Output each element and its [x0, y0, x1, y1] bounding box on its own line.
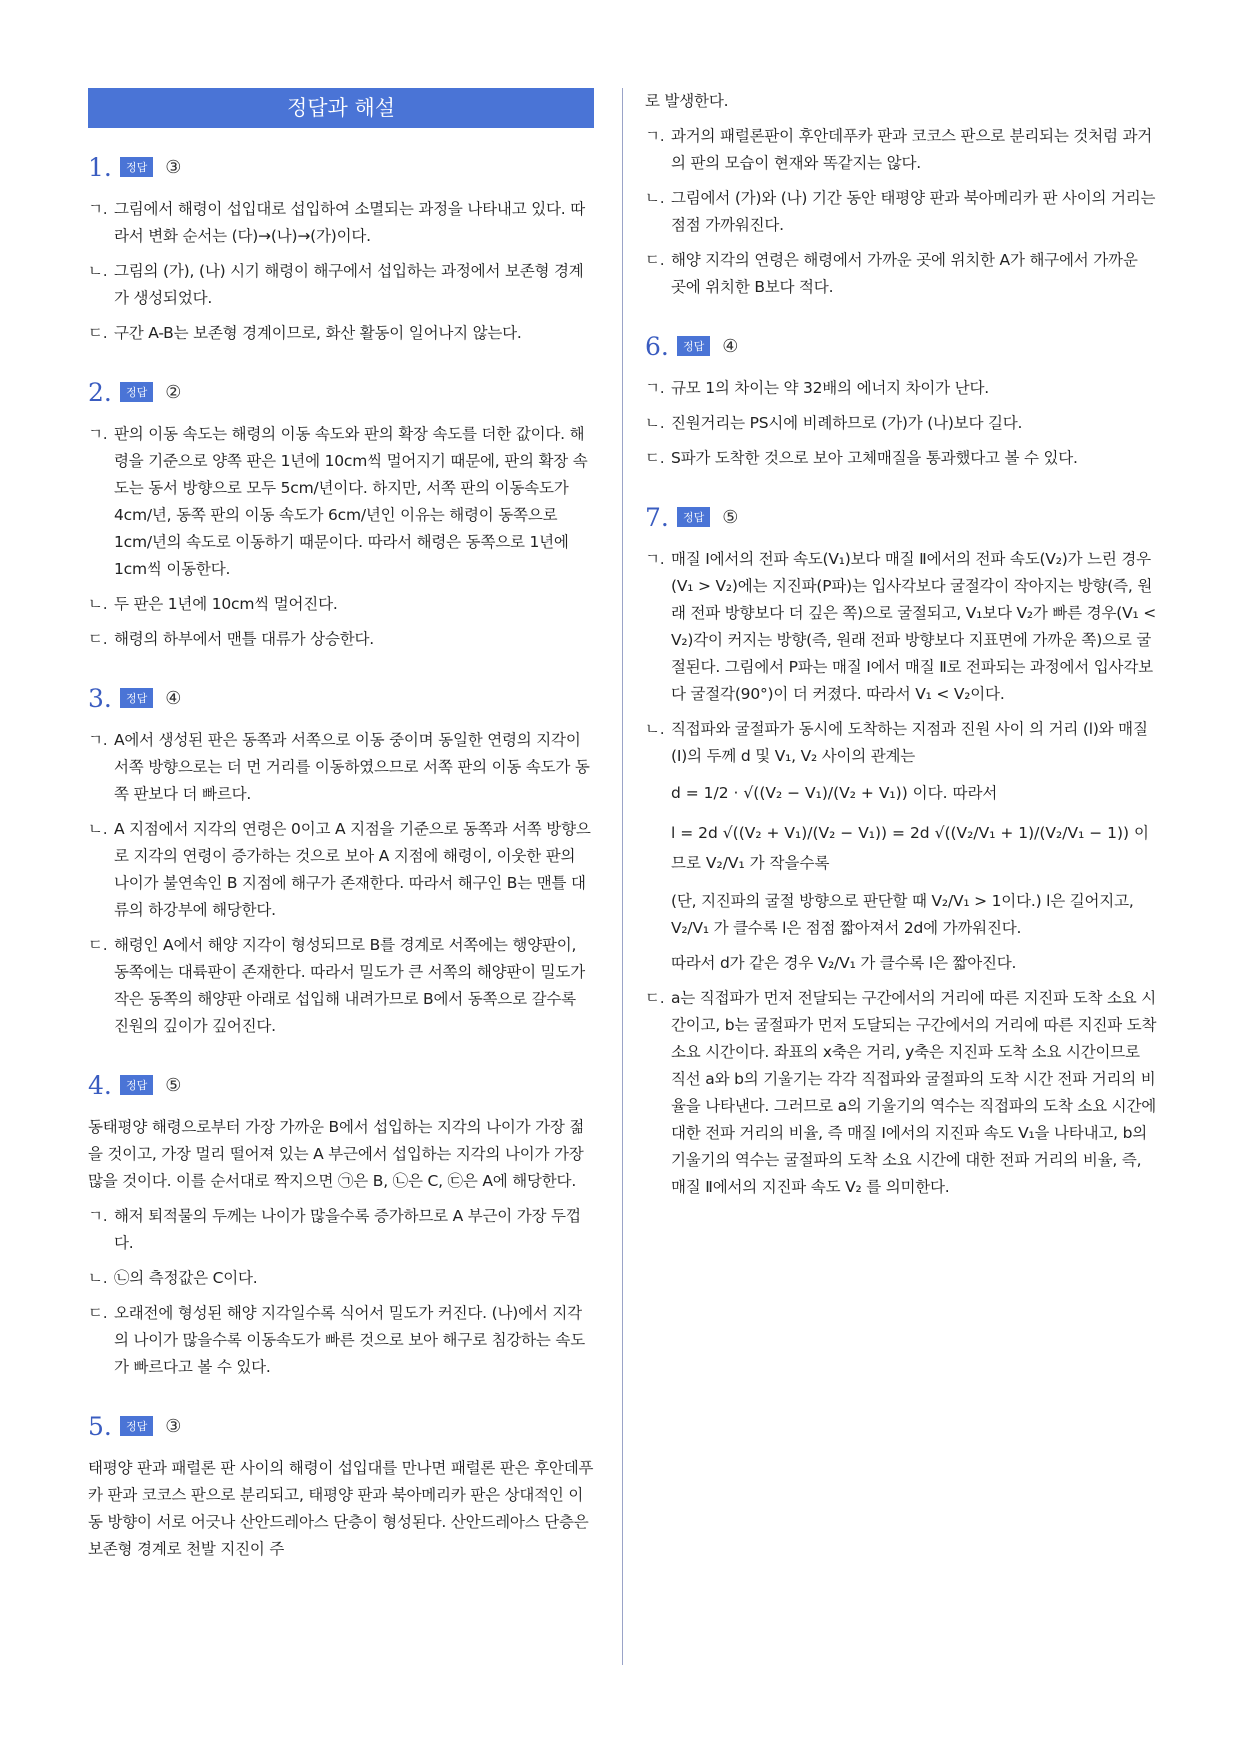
paragraph: 로 발생한다.: [645, 92, 729, 110]
item-marker: ㄱ.: [645, 127, 665, 145]
explanation-item: [645, 716, 1157, 770]
item-marker: ㄷ.: [645, 989, 665, 1007]
item-text: 진원거리는 PS시에 비례하므로 (가)가 (나)보다 길다.: [671, 414, 1023, 432]
question-number: 6.: [645, 331, 669, 361]
explanation-item: [645, 123, 1157, 177]
item-text: 두 판은 1년에 10cm씩 멀어진다.: [114, 595, 338, 613]
item-marker: ㄴ.: [645, 720, 665, 738]
item-text: 판의 이동 속도는 해령의 이동 속도와 판의 확장 속도를 더한 값이다. 해령을 기준으로 양쪽 판은 1년에 10cm씩 멀어지기 때문에, 판의 확장 속도는 동서 방향으로 모두 5cm/년이다. 하지만, 서쪽 판의 이동속도가 4cm/년, 동쪽 판의 이동 속도가 6cm/년인 이유는 해령이 동쪽으로 1cm/년의 속도로 이동하기 때문이다. 따라서 해령은 동쪽으로 1년에 1cm씩 이동한다.: [114, 425, 588, 578]
item-text: 규모 1의 차이는 약 32배의 에너지 차이가 난다.: [671, 379, 989, 397]
item-text: 그림에서 해령이 섭입대로 섭입하여 소멸되는 과정을 나타내고 있다. 따라서 변화 순서는 (다)→(나)→(가)이다.: [114, 200, 585, 245]
column-divider: [622, 88, 623, 1665]
explanation-item: [645, 185, 1157, 239]
equation-d: [645, 778, 1157, 808]
right-column: [645, 88, 1157, 1209]
equation-l: [645, 818, 1157, 878]
item-marker: ㄷ.: [645, 251, 665, 269]
item-text: 구간 A-B는 보존형 경계이므로, 화산 활동이 일어나지 않는다.: [114, 324, 522, 342]
item-text: 직접파와 굴절파가 동시에 도착하는 지점과 진원 사이 의 거리 (l)와 매질(Ⅰ)의 두께 d 및 V₁, V₂ 사이의 관계는: [671, 720, 1148, 765]
spacer: [88, 355, 594, 375]
answer-value: ③: [165, 156, 182, 178]
explanation-item: [88, 727, 594, 808]
item-marker: ㄷ.: [88, 1304, 108, 1322]
question-header: [88, 1068, 594, 1102]
spacer: [88, 1389, 594, 1409]
explanation-item: [88, 1265, 594, 1292]
item-text: 해령인 A에서 해양 지각이 형성되므로 B를 경계로 서쪽에는 행양판이, 동쪽에는 대륙판이 존재한다. 따라서 밀도가 큰 서쪽의 해양판이 밀도가 작은 동쪽의 해양판 아래로 섭입해 내려가므로 B에서 동쪽으로 갈수록 진원의 깊이가 깊어진다.: [114, 936, 585, 1035]
question-header: [88, 375, 594, 409]
item-text: 그림에서 (가)와 (나) 기간 동안 태평양 판과 북아메리카 판 사이의 거리는 점점 가까워진다.: [671, 189, 1156, 234]
answer-value: ③: [165, 1415, 182, 1437]
paragraph: (단, 지진파의 굴절 방향으로 판단할 때 V₂/V₁ > 1이다.) l은 길어지고, V₂/V₁ 가 클수록 l은 점점 짧아져서 2d에 가까워진다.: [671, 892, 1134, 937]
item-marker: ㄴ.: [88, 595, 108, 613]
item-text: 해령의 하부에서 맨틀 대류가 상승한다.: [114, 630, 375, 648]
explanation-item: [645, 445, 1157, 472]
item-text: A에서 생성된 판은 동쪽과 서쪽으로 이동 중이며 동일한 연령의 지각이 서쪽 방향으로는 더 먼 거리를 이동하였으므로 서쪽 판의 이동 속도가 동쪽 판보다 더 빠르다.: [114, 731, 590, 803]
question-header: [88, 150, 594, 184]
answer-value: ⑤: [722, 506, 739, 528]
explanation-item: [88, 932, 594, 1040]
spacer: [88, 1048, 594, 1068]
explanation-item: [88, 1203, 594, 1257]
question-header: [88, 1409, 594, 1443]
item-marker: ㄴ.: [88, 262, 108, 280]
item-marker: ㄷ.: [88, 630, 108, 648]
item-marker: ㄱ.: [645, 550, 665, 568]
item-marker: ㄱ.: [88, 1207, 108, 1225]
explanation-item: [645, 247, 1157, 301]
equation-suffix: 이다. 따라서: [907, 784, 998, 802]
equation-text: d = 1/2 · √((V₂ − V₁)/(V₂ + V₁)): [671, 784, 908, 802]
item-marker: ㄴ.: [645, 189, 665, 207]
item-marker: ㄷ.: [645, 449, 665, 467]
explanation-item: [645, 546, 1157, 708]
question-number: 5.: [88, 1411, 112, 1441]
item-text: 해저 퇴적물의 두께는 나이가 많을수록 증가하므로 A 부근이 가장 두껍다.: [114, 1207, 581, 1252]
item-text: ㉡의 측정값은 C이다.: [114, 1269, 258, 1287]
answer-value: ④: [722, 335, 739, 357]
item-marker: ㄷ.: [88, 936, 108, 954]
explanation-item: [88, 320, 594, 347]
item-text: 그림의 (가), (나) 시기 해령이 해구에서 섭입하는 과정에서 보존형 경계가 생성되었다.: [114, 262, 584, 307]
explanation-item: [88, 196, 594, 250]
item-marker: ㄱ.: [88, 200, 108, 218]
answer-badge: 정답: [677, 336, 710, 356]
explanation-item: [88, 258, 594, 312]
answer-badge: 정답: [120, 1416, 153, 1436]
explanation-item: [88, 626, 594, 653]
equation-text: l = 2d √((V₂ + V₁)/(V₂ − V₁)) = 2d √((V₂/V₁ + 1)/(V₂/V₁ − 1)): [671, 824, 1130, 842]
spacer: [88, 1571, 594, 1591]
question-header: [645, 500, 1157, 534]
paragraph: 따라서 d가 같은 경우 V₂/V₁ 가 클수록 l은 짧아진다.: [671, 954, 1017, 972]
answer-badge: 정답: [677, 507, 710, 527]
paragraph: 태평양 판과 패럴론 판 사이의 해령이 섭입대를 만나면 패럴론 판은 후안데푸카 판과 코코스 판으로 분리되고, 태평양 판과 북아메리카 판은 상대적인 이동 방향이 서로 어긋나 산안드레아스 단층이 형성된다. 산안드레아스 단층은 보존형 경계로 천발 지진이 주: [88, 1459, 594, 1558]
equation-suffix: 이므로 V₂/V₁ 가 작을수록: [671, 824, 1149, 872]
question-number: 3.: [88, 683, 112, 713]
paragraph: 동태평양 해령으로부터 가장 가까운 B에서 섭입하는 지각의 나이가 가장 젊을 것이고, 가장 멀리 떨어져 있는 A 부근에서 섭입하는 지각의 나이가 가장 많을 것이다. 이를 순서대로 짝지으면 ㉠은 B, ㉡은 C, ㉢은 A에 해당한다.: [88, 1118, 585, 1190]
item-marker: ㄴ.: [645, 414, 665, 432]
item-text: a는 직접파가 먼저 전달되는 구간에서의 거리에 따른 지진파 도착 소요 시간이고, b는 굴절파가 먼저 도달되는 구간에서의 거리에 따른 지진파 도착 소요 시간이다. 좌표의 x축은 거리, y축은 지진파 도착 소요 시간이므로 직선 a와 b의 기울기는 각각 직접파와 굴절파의 도착 시간 전파 거리의 비율을 나타낸다. 그러므로 a의 기울기의 역수는 직접파의 도착 소요 시간에 대한 전파 거리의 비율, 즉 매질 Ⅰ에서의 지진파 속도 V₁을 나타내고, b의 기울기의 역수는 굴절파의 도착 소요 시간에 대한 전파 거리의 비율, 즉, 매질 Ⅱ에서의 지진파 속도 V₂ 를 의미한다.: [671, 989, 1157, 1196]
explanation-item: [645, 375, 1157, 402]
item-text: 과거의 패럴론판이 후안데푸카 판과 코코스 판으로 분리되는 것처럼 과거의 판의 모습이 현재와 똑같지는 않다.: [671, 127, 1153, 172]
question-number: 1.: [88, 152, 112, 182]
answer-badge: 정답: [120, 1075, 153, 1095]
question-header: [88, 681, 594, 715]
page-banner: 정답과 해설: [88, 88, 594, 128]
explanation-item: [645, 410, 1157, 437]
left-column: [88, 88, 594, 1591]
spacer: [88, 661, 594, 681]
item-text: S파가 도착한 것으로 보아 고체매질을 통과했다고 볼 수 있다.: [671, 449, 1078, 467]
item-marker: ㄱ.: [88, 731, 108, 749]
question-header: [645, 329, 1157, 363]
item-marker: ㄱ.: [645, 379, 665, 397]
answer-badge: 정답: [120, 157, 153, 177]
explanation-item: [645, 985, 1157, 1201]
answer-badge: 정답: [120, 688, 153, 708]
spacer: [645, 309, 1157, 329]
item-marker: ㄴ.: [88, 1269, 108, 1287]
explanation-item: [88, 421, 594, 583]
answer-value: ②: [165, 381, 182, 403]
item-text: 해양 지각의 연령은 해령에서 가까운 곳에 위치한 A가 해구에서 가까운 곳에 위치한 B보다 적다.: [671, 251, 1138, 296]
item-text: 매질 Ⅰ에서의 전파 속도(V₁)보다 매질 Ⅱ에서의 전파 속도(V₂)가 느린 경우(V₁ > V₂)에는 지진파(P파)는 입사각보다 굴절각이 작아지는 방향(즉, 원래 전파 방향보다 더 깊은 쪽)으로 굴절되고, V₁보다 V₂가 빠른 경우(V₁ < V₂)각이 커지는 방향(즉, 원래 전파 방향보다 지표면에 가까운 쪽)으로 굴절된다. 그림에서 P파는 매질 Ⅰ에서 매질 Ⅱ로 전파되는 과정에서 입사각보다 굴절각(90°)이 더 커졌다. 따라서 V₁ < V₂이다.: [671, 550, 1157, 703]
item-text: A 지점에서 지각의 연령은 0이고 A 지점을 기준으로 동쪽과 서쪽 방향으로 지각의 연령이 증가하는 것으로 보아 A 지점에 해령이, 이웃한 판의 나이가 불연속인 B 지점에 해구가 존재한다. 따라서 해구인 B는 맨틀 대류의 하강부에 해당한다.: [114, 820, 591, 919]
item-marker: ㄴ.: [88, 820, 108, 838]
spacer: [645, 480, 1157, 500]
item-marker: ㄷ.: [88, 324, 108, 342]
item-text: 오래전에 형성된 해양 지각일수록 식어서 밀도가 커진다. (나)에서 지각의 나이가 많을수록 이동속도가 빠른 것으로 보아 해구로 침강하는 속도가 빠르다고 볼 수 있다.: [114, 1304, 585, 1376]
question-number: 4.: [88, 1070, 112, 1100]
question-number: 7.: [645, 502, 669, 532]
answer-badge: 정답: [120, 382, 153, 402]
explanation-item: [88, 1300, 594, 1381]
explanation-item: [88, 591, 594, 618]
answer-value: ④: [165, 687, 182, 709]
question-number: 2.: [88, 377, 112, 407]
answer-value: ⑤: [165, 1074, 182, 1096]
explanation-item: [88, 816, 594, 924]
item-marker: ㄱ.: [88, 425, 108, 443]
